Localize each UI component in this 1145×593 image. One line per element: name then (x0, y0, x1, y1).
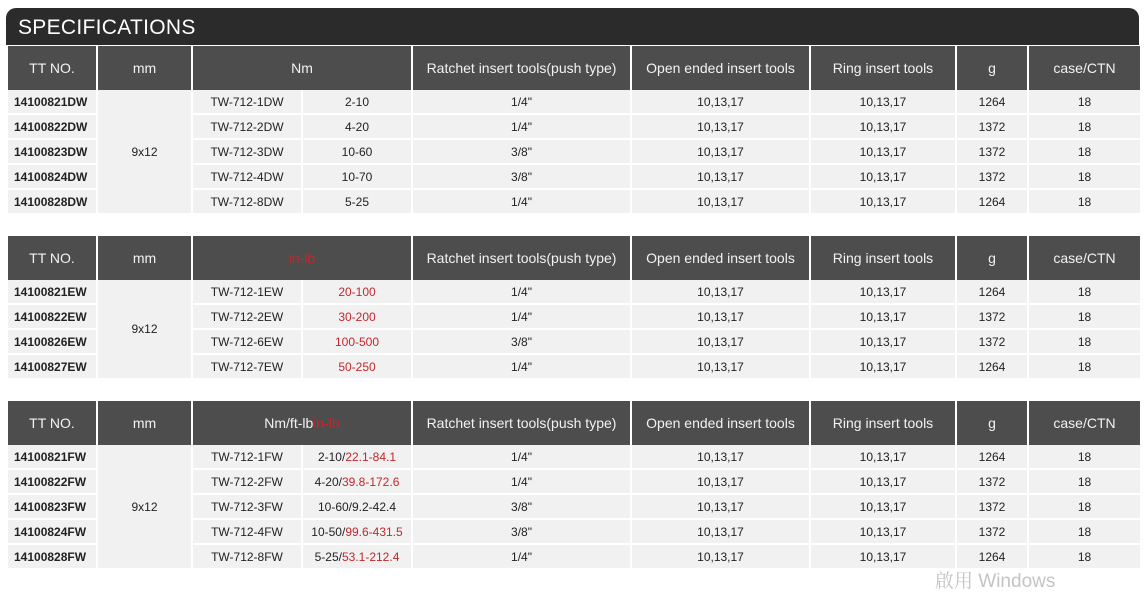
table-header-row (7, 236, 1141, 280)
weight-g: 1372 (956, 469, 1028, 494)
torque-range (302, 494, 412, 519)
ring-sizes: 10,13,17 (810, 519, 956, 544)
torque-range (302, 189, 412, 214)
torque-range-primary: 5-25 (344, 194, 370, 209)
ring-sizes: 10,13,17 (810, 280, 956, 304)
torque-range-secondary: 39.8-172.6 (341, 474, 400, 489)
model-number: TW-712-4DW (192, 164, 302, 189)
header-torque-unit: Nm (291, 60, 313, 76)
torque-range-secondary: 30-200 (338, 309, 376, 324)
torque-range (302, 519, 412, 544)
mm-size: 9x12 (97, 90, 192, 214)
open-ended-sizes: 10,13,17 (631, 329, 810, 354)
torque-range (302, 469, 412, 494)
case-ctn: 18 (1028, 544, 1141, 569)
windows-activation-watermark: 啟用 Windows (935, 571, 1056, 592)
weight-g: 1372 (956, 304, 1028, 329)
table-row (7, 280, 1141, 304)
model-number: TW-712-1FW (192, 445, 302, 469)
header-tt-no: TT NO. (7, 401, 97, 445)
torque-range-primary: 10-50/ (311, 524, 346, 539)
case-ctn: 18 (1028, 164, 1141, 189)
ratchet-size: 1/4" (412, 354, 631, 379)
header-open-ended-insert-tools: Open ended insert tools (631, 401, 810, 445)
ring-sizes: 10,13,17 (810, 354, 956, 379)
ring-sizes: 10,13,17 (810, 329, 956, 354)
ratchet-size: 1/4" (412, 114, 631, 139)
specifications-title-bar (6, 8, 1139, 45)
spec-table-3 (6, 401, 1142, 570)
weight-g: 1372 (956, 139, 1028, 164)
tt-number: 14100827EW (7, 354, 97, 379)
torque-range (302, 304, 412, 329)
model-number: TW-712-6EW (192, 329, 302, 354)
ring-sizes: 10,13,17 (810, 164, 956, 189)
open-ended-sizes: 10,13,17 (631, 280, 810, 304)
ratchet-size: 3/8" (412, 164, 631, 189)
tt-number: 14100822FW (7, 469, 97, 494)
open-ended-sizes: 10,13,17 (631, 304, 810, 329)
ring-sizes: 10,13,17 (810, 469, 956, 494)
header-torque (192, 46, 412, 90)
torque-range-primary: 10-70 (341, 169, 373, 184)
table-row (7, 445, 1141, 469)
model-number: TW-712-2EW (192, 304, 302, 329)
table-header-row (7, 401, 1141, 445)
case-ctn: 18 (1028, 494, 1141, 519)
header-weight-g: g (956, 401, 1028, 445)
weight-g: 1372 (956, 519, 1028, 544)
tt-number: 14100824FW (7, 519, 97, 544)
torque-range-secondary: 53.1-212.4 (341, 549, 400, 564)
header-mm: mm (97, 236, 192, 280)
ratchet-size: 3/8" (412, 494, 631, 519)
spec-table-2 (6, 236, 1142, 380)
weight-g: 1372 (956, 329, 1028, 354)
torque-range-secondary: 20-100 (338, 284, 376, 299)
open-ended-sizes: 10,13,17 (631, 544, 810, 569)
tt-number: 14100823DW (7, 139, 97, 164)
header-ratchet-insert-tools: Ratchet insert tools(push type) (412, 46, 631, 90)
torque-range-primary: 2-10 (344, 94, 370, 109)
model-number: TW-712-7EW (192, 354, 302, 379)
header-torque (192, 401, 412, 445)
model-number: TW-712-2DW (192, 114, 302, 139)
torque-range (302, 544, 412, 569)
model-number: TW-712-1DW (192, 90, 302, 114)
weight-g: 1264 (956, 90, 1028, 114)
torque-range (302, 90, 412, 114)
header-ratchet-insert-tools: Ratchet insert tools(push type) (412, 401, 631, 445)
tt-number: 14100824DW (7, 164, 97, 189)
case-ctn: 18 (1028, 280, 1141, 304)
weight-g: 1372 (956, 494, 1028, 519)
page-title: SPECIFICATIONS (18, 16, 196, 39)
model-number: TW-712-8DW (192, 189, 302, 214)
torque-range-primary: 10-60/9.2-42.4 (317, 499, 397, 514)
torque-range-primary: 2-10/ (317, 449, 346, 464)
ratchet-size: 3/8" (412, 329, 631, 354)
case-ctn: 18 (1028, 469, 1141, 494)
header-mm: mm (97, 401, 192, 445)
open-ended-sizes: 10,13,17 (631, 469, 810, 494)
model-number: TW-712-8FW (192, 544, 302, 569)
ring-sizes: 10,13,17 (810, 544, 956, 569)
header-weight-g: g (956, 46, 1028, 90)
torque-range-primary: 5-25/ (314, 549, 342, 564)
header-case-ctn: case/CTN (1028, 236, 1141, 280)
header-ring-insert-tools: Ring insert tools (810, 236, 956, 280)
torque-range (302, 114, 412, 139)
model-number: TW-712-3FW (192, 494, 302, 519)
weight-g: 1264 (956, 354, 1028, 379)
open-ended-sizes: 10,13,17 (631, 189, 810, 214)
header-torque (192, 236, 412, 280)
weight-g: 1264 (956, 445, 1028, 469)
torque-range (302, 139, 412, 164)
ratchet-size: 1/4" (412, 189, 631, 214)
tt-number: 14100822DW (7, 114, 97, 139)
tt-number: 14100828FW (7, 544, 97, 569)
header-case-ctn: case/CTN (1028, 46, 1141, 90)
case-ctn: 18 (1028, 90, 1141, 114)
open-ended-sizes: 10,13,17 (631, 90, 810, 114)
ring-sizes: 10,13,17 (810, 90, 956, 114)
case-ctn: 18 (1028, 114, 1141, 139)
case-ctn: 18 (1028, 445, 1141, 469)
case-ctn: 18 (1028, 519, 1141, 544)
table-header-row (7, 46, 1141, 90)
model-number: TW-712-2FW (192, 469, 302, 494)
mm-size: 9x12 (97, 280, 192, 379)
header-case-ctn: case/CTN (1028, 401, 1141, 445)
ratchet-size: 1/4" (412, 304, 631, 329)
header-torque-unit-alt: in-lb (288, 250, 316, 266)
case-ctn: 18 (1028, 354, 1141, 379)
case-ctn: 18 (1028, 329, 1141, 354)
ratchet-size: 1/4" (412, 469, 631, 494)
header-ring-insert-tools: Ring insert tools (810, 46, 956, 90)
open-ended-sizes: 10,13,17 (631, 164, 810, 189)
open-ended-sizes: 10,13,17 (631, 519, 810, 544)
header-torque-unit: Nm/ft-lb (264, 415, 314, 431)
open-ended-sizes: 10,13,17 (631, 354, 810, 379)
tt-number: 14100826EW (7, 329, 97, 354)
weight-g: 1372 (956, 114, 1028, 139)
torque-range-secondary: 22.1-84.1 (345, 449, 397, 464)
header-torque-unit-alt: in-lb (313, 415, 340, 431)
torque-range-secondary: 50-250 (338, 359, 376, 374)
ring-sizes: 10,13,17 (810, 189, 956, 214)
torque-range-primary: 4-20/ (314, 474, 342, 489)
case-ctn: 18 (1028, 139, 1141, 164)
table-row (7, 90, 1141, 114)
header-tt-no: TT NO. (7, 46, 97, 90)
case-ctn: 18 (1028, 304, 1141, 329)
torque-range-primary: 4-20 (344, 119, 370, 134)
ring-sizes: 10,13,17 (810, 139, 956, 164)
ratchet-size: 1/4" (412, 90, 631, 114)
open-ended-sizes: 10,13,17 (631, 114, 810, 139)
open-ended-sizes: 10,13,17 (631, 494, 810, 519)
model-number: TW-712-3DW (192, 139, 302, 164)
torque-range (302, 329, 412, 354)
open-ended-sizes: 10,13,17 (631, 139, 810, 164)
case-ctn: 18 (1028, 189, 1141, 214)
model-number: TW-712-1EW (192, 280, 302, 304)
torque-range (302, 354, 412, 379)
ring-sizes: 10,13,17 (810, 494, 956, 519)
torque-range-secondary: 100-500 (334, 334, 380, 349)
header-ratchet-insert-tools: Ratchet insert tools(push type) (412, 236, 631, 280)
torque-range-primary: 10-60 (341, 144, 373, 159)
open-ended-sizes: 10,13,17 (631, 445, 810, 469)
weight-g: 1264 (956, 280, 1028, 304)
header-mm: mm (97, 46, 192, 90)
weight-g: 1264 (956, 544, 1028, 569)
tt-number: 14100823FW (7, 494, 97, 519)
header-open-ended-insert-tools: Open ended insert tools (631, 236, 810, 280)
header-weight-g: g (956, 236, 1028, 280)
ring-sizes: 10,13,17 (810, 445, 956, 469)
ratchet-size: 3/8" (412, 139, 631, 164)
torque-range (302, 445, 412, 469)
tt-number: 14100828DW (7, 189, 97, 214)
torque-range-secondary: 99.6-431.5 (345, 524, 403, 539)
header-tt-no: TT NO. (7, 236, 97, 280)
ring-sizes: 10,13,17 (810, 304, 956, 329)
ring-sizes: 10,13,17 (810, 114, 956, 139)
spec-table-1 (6, 46, 1142, 215)
ratchet-size: 1/4" (412, 445, 631, 469)
header-ring-insert-tools: Ring insert tools (810, 401, 956, 445)
mm-size: 9x12 (97, 445, 192, 569)
torque-range (302, 164, 412, 189)
weight-g: 1372 (956, 164, 1028, 189)
ratchet-size: 3/8" (412, 519, 631, 544)
tt-number: 14100821DW (7, 90, 97, 114)
torque-range (302, 280, 412, 304)
tt-number: 14100821FW (7, 445, 97, 469)
ratchet-size: 1/4" (412, 544, 631, 569)
tt-number: 14100822EW (7, 304, 97, 329)
ratchet-size: 1/4" (412, 280, 631, 304)
weight-g: 1264 (956, 189, 1028, 214)
model-number: TW-712-4FW (192, 519, 302, 544)
header-open-ended-insert-tools: Open ended insert tools (631, 46, 810, 90)
tt-number: 14100821EW (7, 280, 97, 304)
